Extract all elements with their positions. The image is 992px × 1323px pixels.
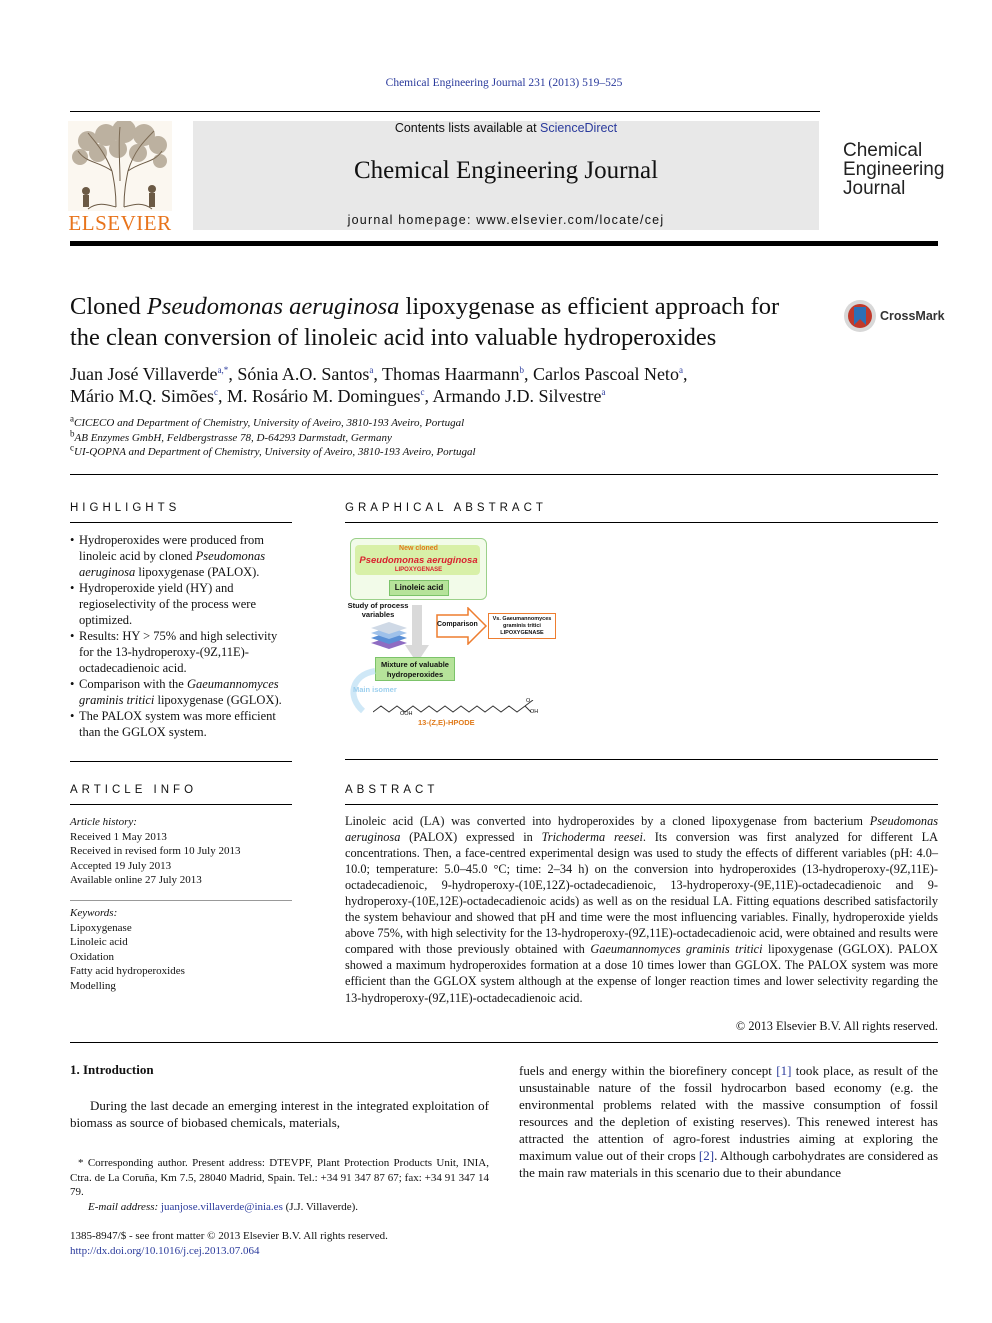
article-info-heading: ARTICLE INFO: [70, 784, 198, 796]
contents-line: Contents lists available at ScienceDirect: [394, 121, 618, 135]
article-info-rule: [70, 804, 292, 805]
crossmark-badge[interactable]: CrossMark: [843, 299, 939, 333]
author[interactable]: Mário M.Q. Simões$^c$: [70, 386, 218, 406]
highlights-heading: HIGHLIGHTS: [70, 502, 181, 514]
article-history: Article history: Received 1 May 2013 Received in revised form 10 July 2013 Accepted 19 July 2013 Available online 27 July 2013: [70, 816, 241, 886]
reference-link[interactable]: [1]: [776, 1063, 792, 1078]
author[interactable]: M. Rosário M. Domingues$^c$: [227, 386, 425, 406]
abstract-bottom-rule: [70, 1042, 938, 1043]
introduction-heading: 1. Introduction: [70, 1062, 154, 1077]
corresponding-author-note: * Corresponding author. Present address: DTEVPF, Plant Protection Products Unit, INIA, Ctra. de La Coruña, Km 7.5, 28040 Madrid, Spain. Tel.: +34 91 347 87 67; fax: +34 91 347 14 79.: [70, 1157, 489, 1198]
issn-doi: 1385-8947/$ - see front matter © 2013 Elsevier B.V. All rights reserved. http://dx.doi.org/10.1016/j.cej.2013.07.064: [70, 1229, 570, 1258]
author[interactable]: Carlos Pascoal Neto$^a$: [532, 364, 683, 384]
footnote: [70, 1156, 489, 1214]
enzyme-box: New cloned Pseudomonas aeruginosa LIPOXYGENASE Linoleic acid: [350, 538, 487, 600]
introduction-col2: fuels and energy within the biorefinery concept [1] took place, as result of the unsustainable nature of the fossil hydrocarbon based economy (e.g. the environmental problems related with the massive consumption of fossil resources and the depletion of existing reserves). This renewed interest has attracted the attention of agro-forest industries aiming at exploring the maximum value out of their crops [2]. Although carbohydrates are considered as the main raw materials in this scenario due to their abundance: [519, 1063, 939, 1180]
highlight-item: • Hydroperoxides were produced from linoleic acid by cloned Pseudomonas aeruginosa lipoxygenase (PALOX).: [70, 532, 294, 580]
author[interactable]: Thomas Haarmann$^b$: [382, 364, 524, 384]
author[interactable]: Juan José Villaverde$^{a,*}$: [70, 364, 229, 384]
introduction-col1: During the last decade an emerging interest in the integrated exploitation of biomass as source of biobased chemicals, materials,: [70, 1098, 489, 1130]
doi-link[interactable]: http://dx.doi.org/10.1016/j.cej.2013.07.064: [70, 1244, 260, 1257]
reference-link[interactable]: [2]: [698, 1148, 715, 1163]
graphical-abstract-figure: New cloned Pseudomonas aeruginosa LIPOXYGENASE Linoleic acid Study of process variables Comparison Vs. Gaeumannomyces graminis tritici LIPOXYGENASE Mixture of valuable hydroperoxides Main isomer OOH O OH 13-(Z,E)-HPODE: [345, 535, 565, 735]
graphical-abstract-heading: GRAPHICAL ABSTRACT: [345, 502, 547, 514]
elsevier-tree-icon: [68, 121, 172, 211]
journal-cover-title: Chemical Engineering Journal: [843, 140, 945, 199]
highlights-list: [70, 532, 294, 740]
highlight-item: • Comparison with the Gaeumannomyces graminis tritici lipoxygenase (GGLOX).: [70, 676, 294, 708]
down-arrow-icon: [405, 605, 429, 665]
keywords: Keywords: Lipoxygenase Linoleic acid Oxidation Fatty acid hydroperoxides Modelling: [70, 906, 292, 993]
journal-masthead: [193, 121, 819, 230]
journal-title: Chemical Engineering Journal: [353, 157, 659, 184]
affiliation-rule: [70, 474, 938, 475]
header-thick-rule: [70, 241, 938, 246]
author[interactable]: Armando J.D. Silvestre$^a$: [432, 386, 606, 406]
header-top-rule: [70, 111, 820, 112]
keywords-rule: [70, 900, 292, 901]
graphical-abstract-bottom-rule: [345, 759, 938, 760]
email-note: E-mail address: juanjose.villaverde@inia.es (J.J. Villaverde).: [88, 1200, 359, 1213]
affiliation: $^b$AB Enzymes GmbH, Feldbergstrasse 78, D-64293 Darmstadt, Germany: [70, 427, 392, 444]
highlights-rule: [70, 522, 292, 523]
elsevier-logo: [68, 121, 172, 233]
homepage-link[interactable]: www.elsevier.com/locate/cej: [476, 213, 665, 227]
affiliation: $^c$UI-QOPNA and Department of Chemistry, University of Aveiro, 3810-193 Aveiro, Portugal: [70, 442, 476, 458]
sciencedirect-link[interactable]: ScienceDirect: [540, 121, 618, 135]
abstract-rule: [345, 804, 938, 805]
abstract-heading: ABSTRACT: [345, 784, 439, 796]
keyword: Modelling: [70, 979, 116, 992]
affiliations: [70, 413, 830, 460]
author[interactable]: Sónia A.O. Santos$^a$: [237, 364, 374, 384]
copyright: © 2013 Elsevier B.V. All rights reserved.: [735, 1019, 938, 1033]
highlight-item: • Results: HY > 75% and high selectivity for the 13-hydroperoxy-(9Z,11E)-octadecadienoic acid.: [70, 628, 294, 676]
highlight-item: • The PALOX system was more efficient than the GGLOX system.: [70, 708, 294, 740]
graphical-abstract-rule: [345, 522, 938, 523]
highlights-bottom-rule: [70, 761, 292, 762]
homepage-line: journal homepage: www.elsevier.com/locate/cej: [347, 213, 665, 227]
abstract-text: Linoleic acid (LA) was converted into hydroperoxides by a cloned lipoxygenase from bacterium Pseudomonas aeruginosa (PALOX) expressed in Trichoderma reesei. Its conversion was first analyzed for different LA concentrations. Then, a face-centred experimental design was used to study the effects of different variables (pH: 4.0–10.0; temperature: 5.0–45.0 °C; time: 2–34 h) on the conversion into hydroperoxides (13-hydroperoxy-(9Z,11E)-octadecadienoic, 9-hydroperoxy-(10E,12Z)-octadecadienoic, 13-hydroperoxy-(9E,11E)-octadecadienoic and 9-hydroperoxy-(10E,12E)-octadecadienoic acids) as well as on the residual LA. Fitting equations described satisfactorily the system behaviour and showed that pH and time were the most influencing variables. Finally, hydroperoxide yields above 75%, with high selectivity for the 13-hydroperoxy-(9Z,11E)-octadecadienoic acid, were obtained and results were compared with those previously obtained with Gaeumannomyces graminis tritici lipoxygenase (GGLOX). PALOX showed a maximum hydroperoxides formation at a dose 10 times lower than GGLOX. The PALOX system was more efficient than the GGLOX system although at the expense of longer reaction times and lower selectivity regarding the 13-hydroperoxy-(9Z,11E)-octadecadienoic acid.: [345, 814, 938, 1005]
keyword: Oxidation: [70, 950, 114, 963]
keyword: Fatty acid hydroperoxides: [70, 965, 185, 977]
author-list: Juan José Villaverde$^{a,*}$, Sónia A.O. Santos$^a$, Thomas Haarmann$^b$, Carlos Pascoal Neto$^a$, Mário M.Q. Simões$^c$, M. Rosário M. Domingues$^c$, Armando J.D. Silvestre$^a$: [70, 364, 688, 406]
keyword: Lipoxygenase: [70, 921, 132, 934]
crossmark-icon: [843, 299, 877, 333]
affiliation: $^a$CICECO and Department of Chemistry, University of Aveiro, 3810-193 Aveiro, Portugal: [70, 413, 465, 429]
layers-icon: [369, 621, 409, 651]
article-title: Cloned Pseudomonas aeruginosa lipoxygenase as efficient approach for the clean conversion of linoleic acid into valuable hydroperoxides: [70, 293, 780, 351]
email-link[interactable]: juanjose.villaverde@inia.es: [160, 1200, 283, 1213]
keyword: Linoleic acid: [70, 936, 128, 948]
elsevier-wordmark: ELSEVIER: [68, 211, 172, 235]
highlight-item: • Hydroperoxide yield (HY) and regioselectivity of the process were optimized.: [70, 580, 294, 628]
journal-citation[interactable]: Chemical Engineering Journal 231 (2013) 519–525: [385, 77, 623, 89]
